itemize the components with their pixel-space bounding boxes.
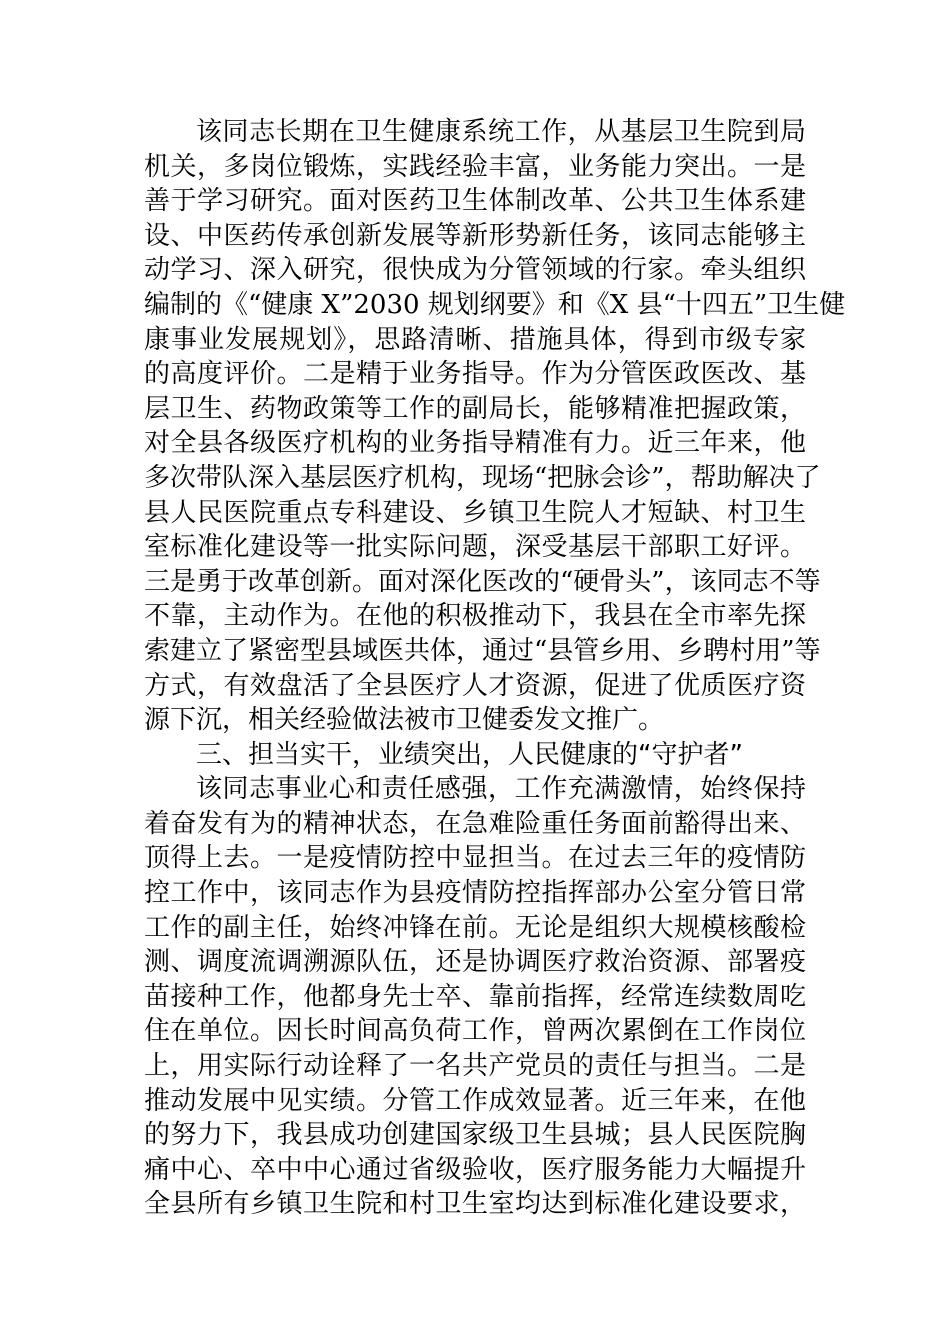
paragraph-line: 索建立了紧密型县域医共体，通过“县管乡用、乡聘村用”等 [144, 635, 821, 666]
paragraph-line: 全县所有乡镇卫生院和村卫生室均达到标准化建设要求， [144, 1189, 806, 1220]
paragraph-line: 对全县各级医疗机构的业务指导精准有力。近三年来，他 [144, 428, 806, 459]
paragraph-line: 的高度评价。二是精于业务指导。作为分管医政医改、基 [144, 359, 806, 390]
paragraph-line: 动学习、深入研究，很快成为分管领域的行家。牵头组织 [144, 255, 806, 286]
paragraph-line: 着奋发有为的精神状态，在急难险重任务面前豁得出来、 [144, 808, 806, 839]
paragraph-line: 工作的副主任，始终冲锋在前。无论是组织大规模核酸检 [144, 912, 806, 943]
paragraph-line: 县人民医院重点专科建设、乡镇卫生院人才短缺、村卫生 [144, 497, 806, 528]
paragraph-line: 苗接种工作，他都身先士卒、靠前指挥，经常连续数周吃 [144, 981, 806, 1012]
paragraph-line: 设、中医药传承创新发展等新形势新任务，该同志能够主 [144, 220, 806, 251]
paragraph-line: 不靠，主动作为。在他的积极推动下，我县在全市率先探 [144, 601, 806, 632]
paragraph-line: 康事业发展规划》，思路清晰、措施具体，得到市级专家 [144, 324, 806, 355]
paragraph-line: 该同志事业心和责任感强，工作充满激情，始终保持 [196, 774, 806, 805]
paragraph-line: 测、调度流调溯源队伍，还是协调医疗救治资源、部署疫 [144, 947, 806, 978]
paragraph-line: 方式，有效盘活了全县医疗人才资源，促进了优质医疗资 [144, 670, 806, 701]
paragraph-line: 控工作中，该同志作为县疫情防控指挥部办公室分管日常 [144, 878, 806, 909]
paragraph-line: 源下沉，相关经验做法被市卫健委发文推广。 [144, 705, 665, 736]
paragraph-line: 上，用实际行动诠释了一名共产党员的责任与担当。二是 [144, 1051, 806, 1082]
paragraph-line: 住在单位。因长时间高负荷工作，曾两次累倒在工作岗位 [144, 1016, 806, 1047]
paragraph-line: 的努力下，我县成功创建国家级卫生县城；县人民医院胸 [144, 1120, 806, 1151]
paragraph-line: 痛中心、卒中中心通过省级验收，医疗服务能力大幅提升 [144, 1154, 806, 1185]
paragraph-line: 推动发展中见实绩。分管工作成效显著。近三年来，在他 [144, 1085, 806, 1116]
paragraph-line: 顶得上去。一是疫情防控中显担当。在过去三年的疫情防 [144, 843, 806, 874]
paragraph-line: 善于学习研究。面对医药卫生体制改革、公共卫生体系建 [144, 186, 806, 217]
paragraph-1 [144, 115, 846, 738]
paragraph-line: 层卫生、药物政策等工作的副局长，能够精准把握政策， [144, 393, 806, 424]
document-body [144, 115, 846, 1222]
paragraph-line: 多次带队深入基层医疗机构，现场“把脉会诊”，帮助解决了 [144, 462, 821, 493]
paragraph-line: 室标准化建设等一批实际问题，深受基层干部职工好评。 [144, 532, 806, 563]
section-heading: 三、担当实干，业绩突出，人民健康的“守护者” [196, 739, 743, 770]
paragraph-line: 机关，多岗位锻炼，实践经验丰富，业务能力突出。一是 [144, 151, 806, 182]
paragraph-line: 该同志长期在卫生健康系统工作，从基层卫生院到局 [196, 117, 806, 147]
paragraph-line: 编制的《“健康 X”2030 规划纲要》和《X 县“十四五”卫生健 [144, 289, 846, 320]
paragraph-2 [144, 772, 806, 1222]
paragraph-line: 三是勇于改革创新。面对深化医改的“硬骨头”，该同志不等 [144, 566, 821, 597]
